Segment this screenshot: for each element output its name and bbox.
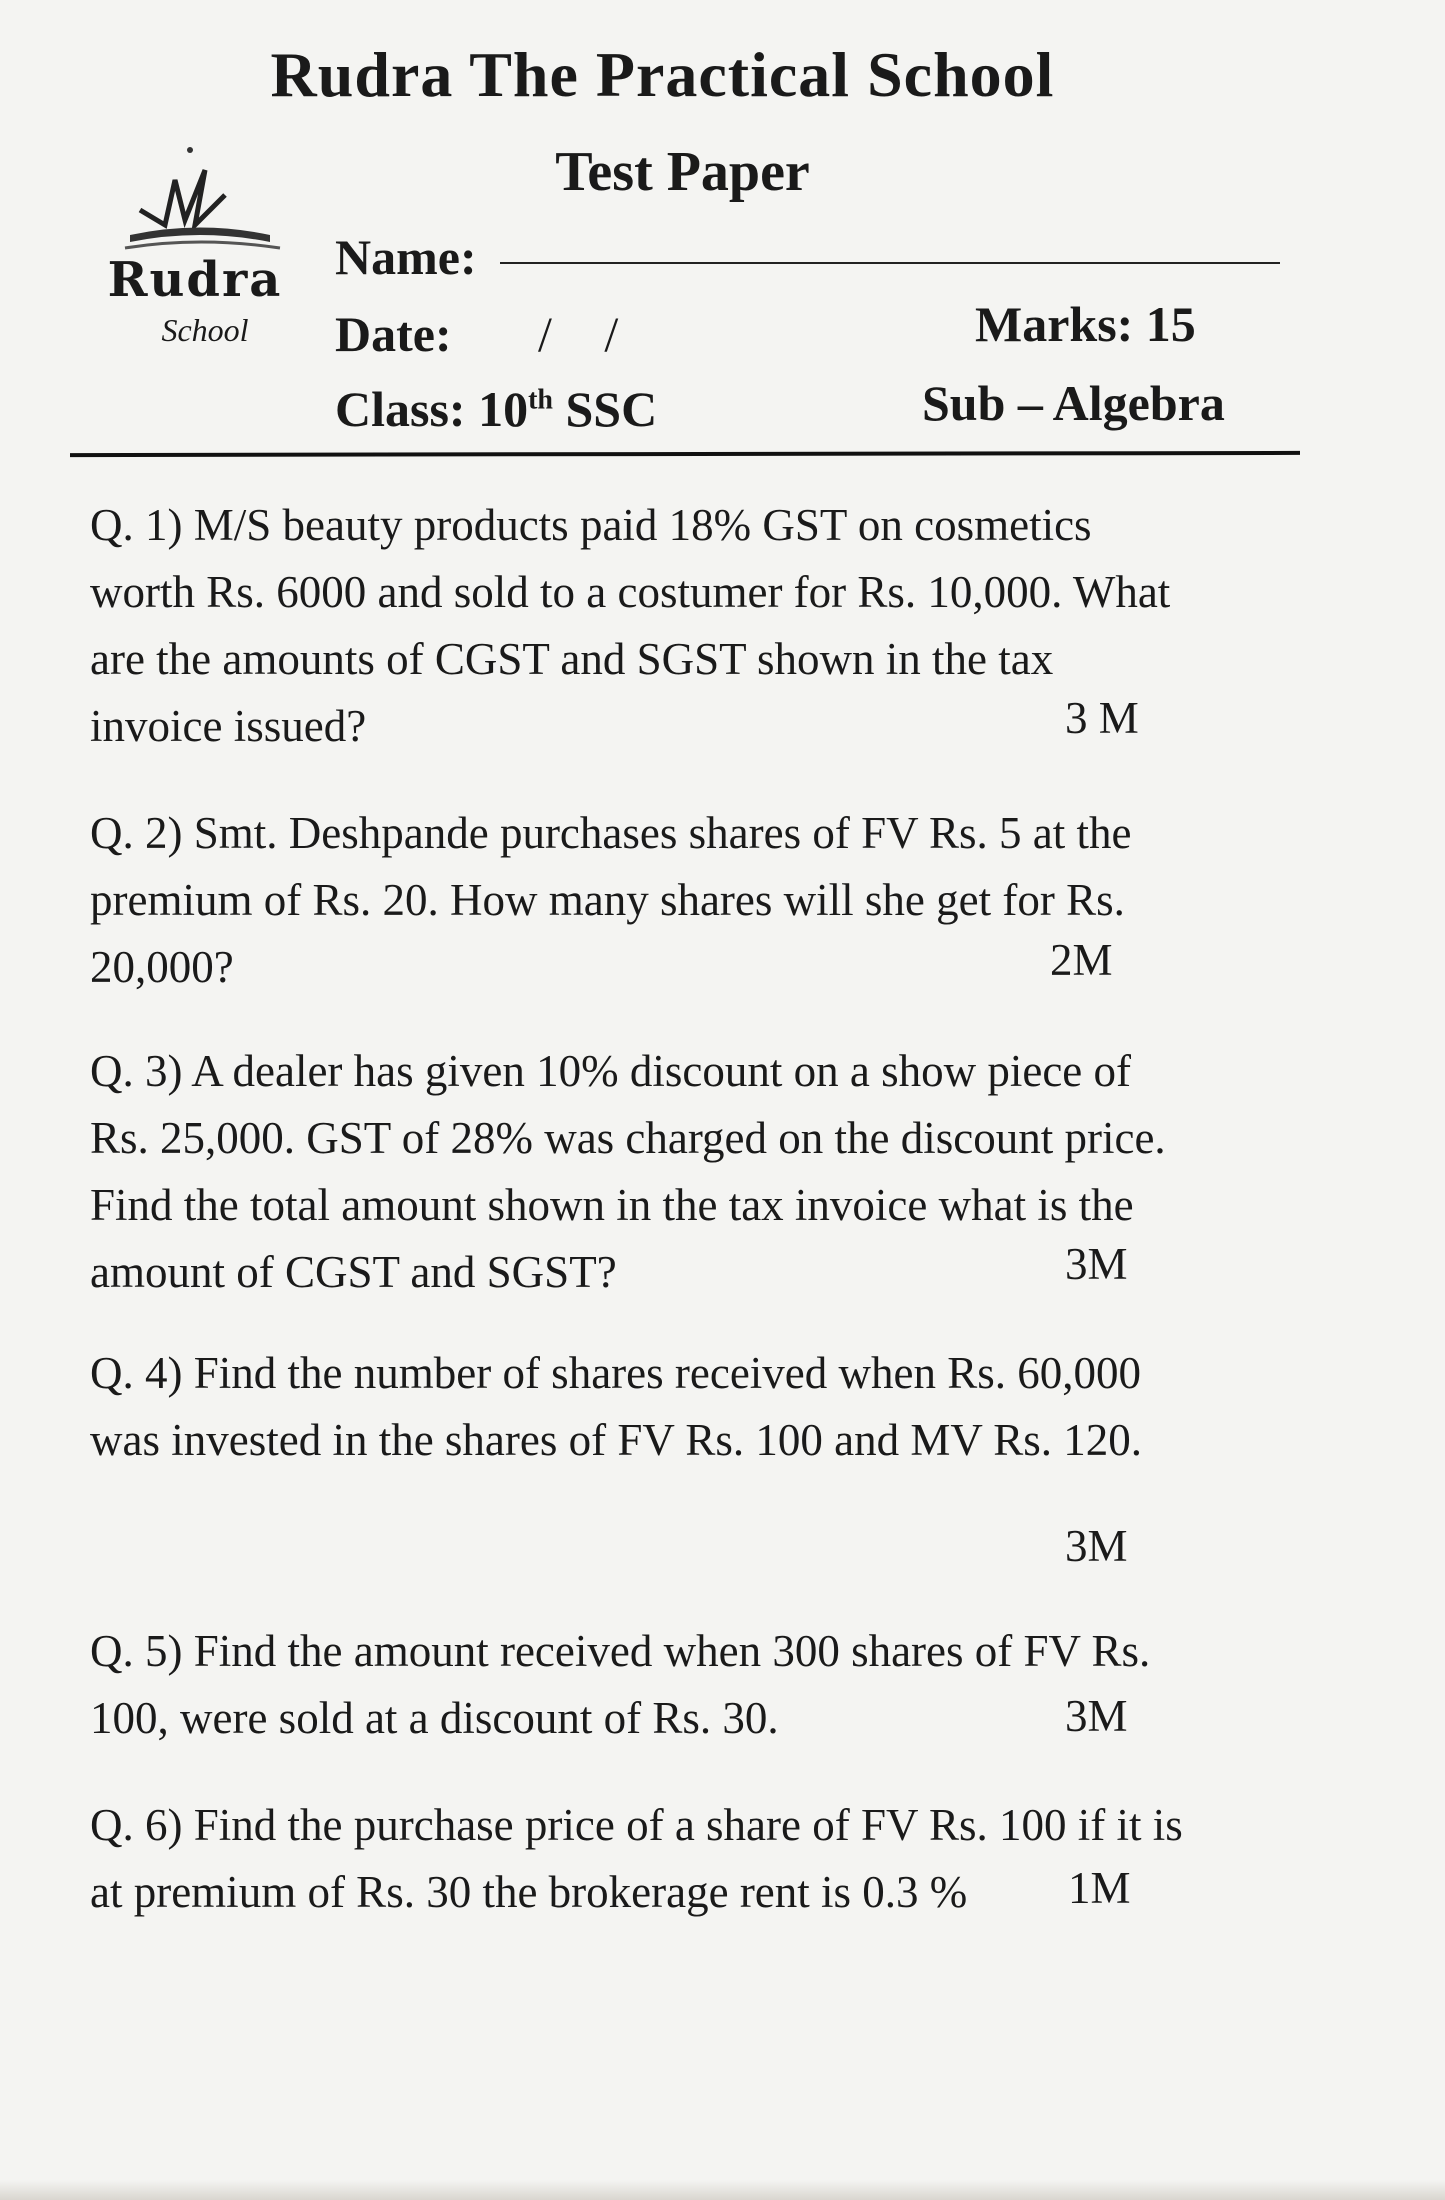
date-value: / / bbox=[538, 306, 619, 362]
logo-sub: School bbox=[161, 312, 249, 348]
class-label: Class: 10 bbox=[335, 381, 529, 437]
page-bottom-shadow bbox=[0, 2180, 1445, 2200]
paper-title: Test Paper bbox=[555, 141, 810, 203]
school-name: Rudra The Practical School bbox=[270, 39, 1055, 110]
question-4 bbox=[90, 1340, 1270, 1474]
class-sup: th bbox=[528, 384, 553, 416]
class-info bbox=[335, 380, 657, 438]
question-line: invoice issued? bbox=[90, 701, 367, 751]
marks-total: Marks: 15 bbox=[975, 296, 1196, 352]
name-label: Name: bbox=[335, 229, 477, 285]
question-1-marks: 3 M bbox=[1065, 693, 1139, 743]
rudra-logo-icon bbox=[110, 140, 290, 265]
question-2-marks: 2M bbox=[1050, 935, 1113, 985]
subject: Sub – Algebra bbox=[922, 375, 1225, 431]
question-line: amount of CGST and SGST? bbox=[90, 1247, 617, 1297]
question-4-marks: 3M bbox=[1065, 1521, 1128, 1571]
question-line: Q. 1) M/S beauty products paid 18% GST on cosmetics bbox=[90, 500, 1092, 550]
question-line: Q. 6) Find the purchase price of a share of FV Rs. 100 if it is bbox=[90, 1800, 1183, 1850]
question-line: are the amounts of CGST and SGST shown in the tax bbox=[90, 634, 1054, 684]
question-line: Q. 4) Find the number of shares received when Rs. 60,000 bbox=[90, 1348, 1142, 1398]
question-line: was invested in the shares of FV Rs. 100 and MV Rs. 120. bbox=[90, 1415, 1143, 1465]
question-line: Q. 3) A dealer has given 10% discount on a show piece of bbox=[90, 1046, 1131, 1096]
question-3-marks: 3M bbox=[1065, 1239, 1128, 1289]
question-line: 100, were sold at a discount of Rs. 30. bbox=[90, 1693, 779, 1743]
question-line: Rs. 25,000. GST of 28% was charged on the discount price. bbox=[90, 1113, 1166, 1163]
date-label: Date: bbox=[335, 306, 452, 362]
question-line: at premium of Rs. 30 the brokerage rent is 0.3 % bbox=[90, 1867, 968, 1917]
question-line: premium of Rs. 20. How many shares will she get for Rs. bbox=[90, 875, 1125, 925]
question-line: worth Rs. 6000 and sold to a costumer for Rs. 10,000. What bbox=[90, 567, 1171, 617]
header-divider bbox=[70, 451, 1300, 457]
question-line: 20,000? bbox=[90, 942, 234, 992]
question-5-marks: 3M bbox=[1065, 1691, 1128, 1741]
name-blank-line bbox=[500, 262, 1280, 264]
class-suffix: SSC bbox=[552, 381, 658, 437]
question-6-marks: 1M bbox=[1068, 1863, 1131, 1913]
logo-word: Rudra bbox=[107, 252, 283, 308]
question-line: Find the total amount shown in the tax invoice what is the bbox=[90, 1180, 1134, 1230]
question-line: Q. 2) Smt. Deshpande purchases shares of FV Rs. 5 at the bbox=[90, 808, 1132, 858]
school-logo bbox=[85, 140, 315, 360]
question-line: Q. 5) Find the amount received when 300 shares of FV Rs. bbox=[90, 1626, 1151, 1676]
